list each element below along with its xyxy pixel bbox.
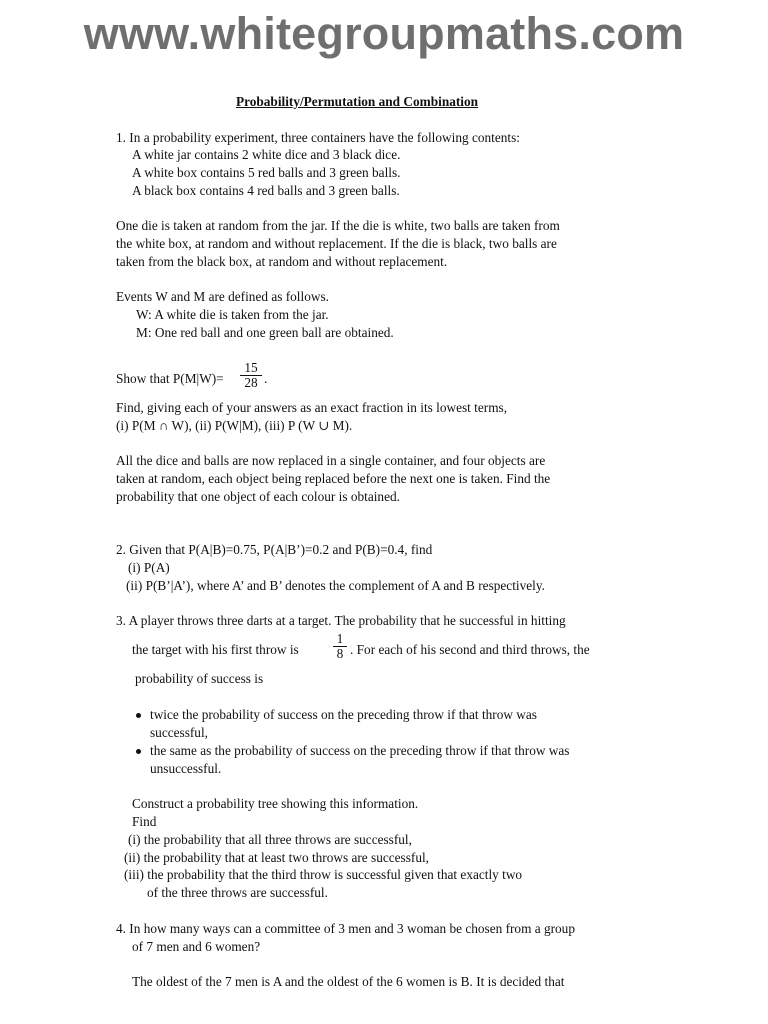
q3-fraction [333, 632, 347, 661]
q3-construct: Construct a probability tree showing this information. [132, 796, 419, 811]
q1-paragraph-line: One die is taken at random from the jar. If the die is white, two balls are taken from [116, 218, 560, 233]
q1-event-m: M: One red ball and one green ball are obtained. [136, 325, 394, 340]
q1-find-line: Find, giving each of your answers as an exact fraction in its lowest terms, [116, 400, 508, 415]
q2-intro: 2. Given that P(A|B)=0.75, P(A|B’)=0.2 and P(B)=0.4, find [116, 542, 433, 557]
q4-paragraph-line: The oldest of the 7 men is A and the oldest of the 6 women is B. It is decided that [132, 974, 565, 989]
q1-paragraph-line: probability that one object of each colour is obtained. [116, 489, 400, 504]
q1-event-w: W: A white die is taken from the jar. [136, 307, 329, 322]
q1-fraction [240, 361, 262, 390]
bullet-icon [136, 713, 141, 718]
q3-bullet-2: the same as the probability of success on the preceding throw if that throw was [150, 743, 570, 758]
q3-probability-line: probability of success is [135, 671, 264, 686]
q1-black-box: A black box contains 4 red balls and 3 green balls. [132, 183, 400, 198]
q1-show-suffix: . [264, 371, 268, 386]
q4-intro-cont: of 7 men and 6 women? [132, 939, 261, 954]
q1-events-intro: Events W and M are defined as follows. [116, 289, 329, 304]
q1-paragraph-line: All the dice and balls are now replaced in a single container, and four objects are [116, 453, 546, 468]
q3-line-suffix: . For each of his second and third throws, the [350, 642, 590, 657]
q3-part-iii: (iii) the probability that the third throw is successful given that exactly two [124, 867, 523, 882]
bullet-icon [136, 749, 141, 754]
q3-part-ii: (ii) the probability that at least two throws are successful, [124, 850, 430, 865]
q1-white-box: A white box contains 5 red balls and 3 green balls. [132, 165, 401, 180]
page-title: Probability/Permutation and Combination [235, 94, 479, 109]
q3-bullet-2-cont: unsuccessful. [150, 761, 222, 776]
q1-find-parts: (i) P(M ∩ W), (ii) P(W|M), (iii) P (W ∪ M). [116, 418, 353, 433]
q2-part-ii: (ii) P(B’|A’), where A’ and B’ denotes the complement of A and B respectively. [126, 578, 545, 593]
q1-paragraph-line: taken from the black box, at random and without replacement. [116, 254, 448, 269]
q1-paragraph-line: taken at random, each object being replaced before the next one is taken. Find the [116, 471, 551, 486]
q3-line-prefix: the target with his first throw is [132, 642, 299, 657]
q3-bullet-1-cont: successful, [150, 725, 208, 740]
q3-part-iii-cont: of the three throws are successful. [147, 885, 328, 900]
q1-jar: A white jar contains 2 white dice and 3 black dice. [132, 147, 401, 162]
q1-intro: 1. In a probability experiment, three containers have the following contents: [116, 130, 520, 145]
q3-find: Find [132, 814, 157, 829]
q3-bullet-1: twice the probability of success on the preceding throw if that throw was [150, 707, 537, 722]
site-banner: www.whitegroupmaths.com [83, 8, 685, 59]
q3-fraction-denominator: 8 [336, 646, 344, 661]
q1-fraction-denominator: 28 [244, 375, 258, 390]
q1-fraction-numerator: 15 [240, 361, 262, 376]
q3-fraction-numerator: 1 [333, 632, 347, 647]
q1-show-prefix: Show that P(M|W)= [116, 371, 224, 386]
q3-intro: 3. A player throws three darts at a target. The probability that he successful in hitting [116, 613, 566, 628]
q2-part-i: (i) P(A) [128, 560, 170, 575]
q3-part-i: (i) the probability that all three throws are successful, [128, 832, 412, 847]
q4-intro: 4. In how many ways can a committee of 3 men and 3 woman be chosen from a group [116, 921, 575, 936]
q1-paragraph-line: the white box, at random and without replacement. If the die is black, two balls are [116, 236, 557, 251]
